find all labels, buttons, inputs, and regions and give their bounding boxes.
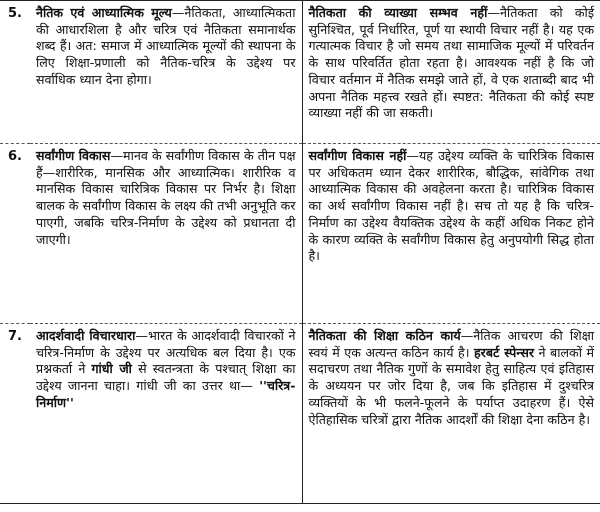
row-number: 6.: [0, 144, 30, 324]
row-number: 5.: [0, 1, 30, 144]
row-number: 7.: [8, 329, 22, 344]
left-heading: आदर्शवादी विचारधारा: [36, 328, 136, 343]
right-cell: [302, 324, 600, 504]
right-body-part-2: ने बालकों में सदाचरण तथा नैतिक गुणों के समावेश हेतु साहित्य एवं इतिहास के अध्ययन पर जोर दिया है, जब कि इतिहास में दुश्चरित्र व्यक्तियों के भी फलने-फूलने के पर्याप्त उदाहरण हैं। ऐसे ऐतिहासिक चरित्रों द्वारा नैतिक आदर्शों की शिक्षा देना कठिन है।: [308, 344, 594, 427]
left-bold-name: गांधी जी: [91, 361, 132, 377]
left-body: —नैतिकता, आध्यात्मिकता की आधारशिला है और चरित्र एवं नैतिकता समानार्थक शब्द हैं। अत: समाज में आध्यात्मिक मूल्यों की स्थापना के लिए शिक्षा-प्रणाली को नैतिक-चरित्र के उद्देश्य पर सर्वाधिक ध्यान देना होगा।: [36, 5, 296, 87]
right-heading: सर्वांगीण विकास नहीं: [308, 148, 407, 163]
table-row: [0, 144, 600, 324]
right-cell: [302, 144, 600, 324]
table-row: [0, 1, 600, 144]
right-bold-name: हरबर्ट स्पेन्सर: [473, 344, 535, 360]
left-cell: [30, 144, 302, 324]
left-cell: [30, 1, 302, 144]
table-row: [0, 324, 600, 504]
right-cell: [302, 1, 600, 144]
left-body-part-2: से स्वतन्त्रता के पश्चात् शिक्षा का उद्देश्य जानना चाहा। गांधी जी का उत्तर था—: [36, 361, 296, 394]
left-quote: ''चरित्र-निर्माण'': [36, 378, 296, 410]
right-body-part-1: —नैतिक आचरण की शिक्षा स्वयं में एक अत्यन्त कठिन कार्य है।: [308, 328, 594, 360]
right-body: —यह उद्देश्य व्यक्ति के चारित्रिक विकास पर अधिकतम ध्यान देकर शारीरिक, बौद्धिक, सांवेगिक तथा आध्यात्मिक विकास की अवहेलना करता है। चारित्रिक विकास का अर्थ सर्वांगीण विकास नहीं है। सच तो यह है कि चरित्र-निर्माण का उद्देश्य वैयक्तिक उद्देश्य के कहीं अधिक निकट होने के कारण व्यक्ति के सर्वांगीण विकास हेतु अनुपयोगी सिद्ध होता है।: [308, 148, 595, 264]
left-heading: सर्वांगीण विकास: [36, 148, 111, 163]
right-heading: नैतिकता की शिक्षा कठिन कार्य: [308, 328, 461, 343]
left-cell: [30, 324, 302, 504]
left-body: —मानव के सर्वांगीण विकास के तीन पक्ष हैं—शारीरिक, मानसिक और आध्यात्मिक। शारीरिक व मानसिक विकास चारित्रिक विकास पर निर्भर है। शिक्षा बालक के सर्वांगीण विकास के लक्ष्य की तभी अनुभूति कर पाएगी, जबकि चरित्र-निर्माण के उद्देश्य को प्रधानता दी जाएगी।: [36, 148, 296, 247]
left-heading: नैतिक एवं आध्यात्मिक मूल्य: [36, 5, 172, 20]
right-body: —नैतिकता को कोई सुनिश्चित, पूर्व निर्धारित, पूर्ण या स्थायी विचार नहीं है। यह एक गत्यात्मक विचार है जो समय तथा सामाजिक मूल्यों में परिवर्तन के साथ परिवर्तित होता रहता है। आवश्यक नहीं है कि जो विचार वर्तमान में नैतिक समझे जाते हों, वे एक शताब्दी बाद भी अपना नैतिक महत्त्व रखते हों। स्पष्टत: नैतिकता की कोई स्पष्ट व्याख्या नहीं की जा सकती।: [308, 5, 595, 121]
right-heading: नैतिकता की व्याख्या सम्भव नहीं: [308, 5, 488, 20]
left-body-part-1: —भारत के आदर्शवादी विचारकों ने चरित्र-निर्माण के उद्देश्य पर अत्यधिक बल दिया है। एक प्रश्नकर्ता ने: [36, 328, 296, 377]
